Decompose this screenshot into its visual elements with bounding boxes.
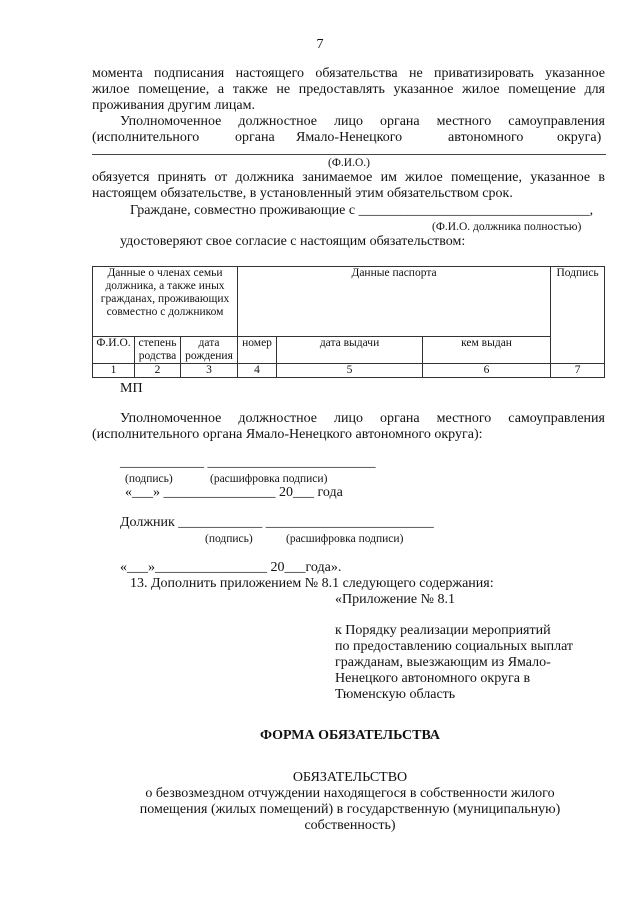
obligation-title: ОБЯЗАТЕЛЬСТВО <box>292 770 408 785</box>
appendix-line3: гражданам, выезжающим из Ямало- <box>335 655 551 670</box>
page-number: 7 <box>316 37 324 52</box>
para1-line2: жилое помещение, а также не предоставлять указанное жилое помещение для <box>92 82 605 97</box>
col-num-7: 7 <box>551 364 605 378</box>
official-line1: Уполномоченное должностное лицо органа местного самоуправления <box>120 411 605 426</box>
col-num-1: 1 <box>93 364 135 378</box>
obligation-line2: помещения (жилых помещений) в государственную (муниципальную) <box>139 802 561 817</box>
citizens-line: Граждане, совместно проживающие с _________________________________, <box>130 203 594 218</box>
col-num-4: 4 <box>238 364 277 378</box>
header-signature: Подпись <box>551 267 605 364</box>
item-13: 13. Дополнить приложением № 8.1 следующего содержания: <box>130 576 494 591</box>
appendix-line2: по предоставлению социальных выплат <box>335 639 574 654</box>
table-header-row <box>93 267 605 337</box>
family-members-table <box>92 266 605 378</box>
form-title: ФОРМА ОБЯЗАТЕЛЬСТВА <box>259 728 441 743</box>
sub-issued-by: кем выдан <box>423 337 551 364</box>
col-num-2: 2 <box>135 364 181 378</box>
fio-caption: (Ф.И.О.) <box>328 157 370 169</box>
appendix-line5: Тюменскую область <box>335 687 456 702</box>
appendix-line1: к Порядку реализации мероприятий <box>335 623 551 638</box>
para1-line1: момента подписания настоящего обязательства не приватизировать указанное <box>92 66 605 81</box>
official-sig-lines: ____________ ________________________ <box>120 455 376 470</box>
sub-number: номер <box>238 337 277 364</box>
official-line2: (исполнительного органа Ямало-Ненецкого автономного округа): <box>92 427 483 442</box>
official-date-line: «___» ________________ 20___ года <box>125 485 343 500</box>
sub-issue-date: дата выдачи <box>277 337 423 364</box>
header-members: Данные о членах семьи должника, а также иных гражданах, проживающих совместно с должником <box>93 267 238 337</box>
col-num-3: 3 <box>181 364 238 378</box>
table-subheader-row <box>93 337 605 364</box>
appendix-title: «Приложение № 8.1 <box>335 592 455 607</box>
obligation-line1: о безвозмездном отчуждении находящегося в собственности жилого <box>145 786 555 801</box>
para2-line4: настоящем обязательстве, в установленный этим обязательством срок. <box>92 186 513 201</box>
table-row <box>93 364 605 378</box>
para2-word4: автономного <box>448 130 524 145</box>
appendix-line4: Ненецкого автономного округа в <box>335 671 531 686</box>
stamp-mark: МП <box>120 381 143 396</box>
col-num-5: 5 <box>277 364 423 378</box>
para2-line1: Уполномоченное должностное лицо органа местного самоуправления <box>120 114 605 129</box>
sub-birth: дата рождения <box>181 337 238 364</box>
debtor-date-line: «___»________________ 20___года». <box>120 560 342 575</box>
sub-degree: степень родства <box>135 337 181 364</box>
citizens-caption: (Ф.И.О. должника полностью) <box>432 221 582 233</box>
para2-word3: Ямало-Ненецкого <box>296 130 403 145</box>
citizens-consent: удостоверяют свое согласие с настоящим обязательством: <box>120 234 466 249</box>
obligation-line3: собственность) <box>304 818 396 833</box>
para2-word5: округа) <box>557 130 602 145</box>
para1-line3: проживания другим лицам. <box>92 98 255 113</box>
sub-fio: Ф.И.О. <box>93 337 135 364</box>
header-passport: Данные паспорта <box>238 267 551 337</box>
para2-word2: органа <box>235 130 275 145</box>
debtor-line: Должник ____________ ________________________ <box>120 515 434 530</box>
official-sig-caption: (подпись) <box>125 473 173 485</box>
para2-word1: (исполнительного <box>92 130 200 145</box>
para2-line3: обязуется принять от должника занимаемое им жилое помещение, указанное в <box>92 170 605 185</box>
debtor-sig-caption: (подпись) <box>205 533 253 545</box>
official-name-caption: (расшифровка подписи) <box>210 473 328 485</box>
debtor-name-caption: (расшифровка подписи) <box>286 533 404 545</box>
col-num-6: 6 <box>423 364 551 378</box>
